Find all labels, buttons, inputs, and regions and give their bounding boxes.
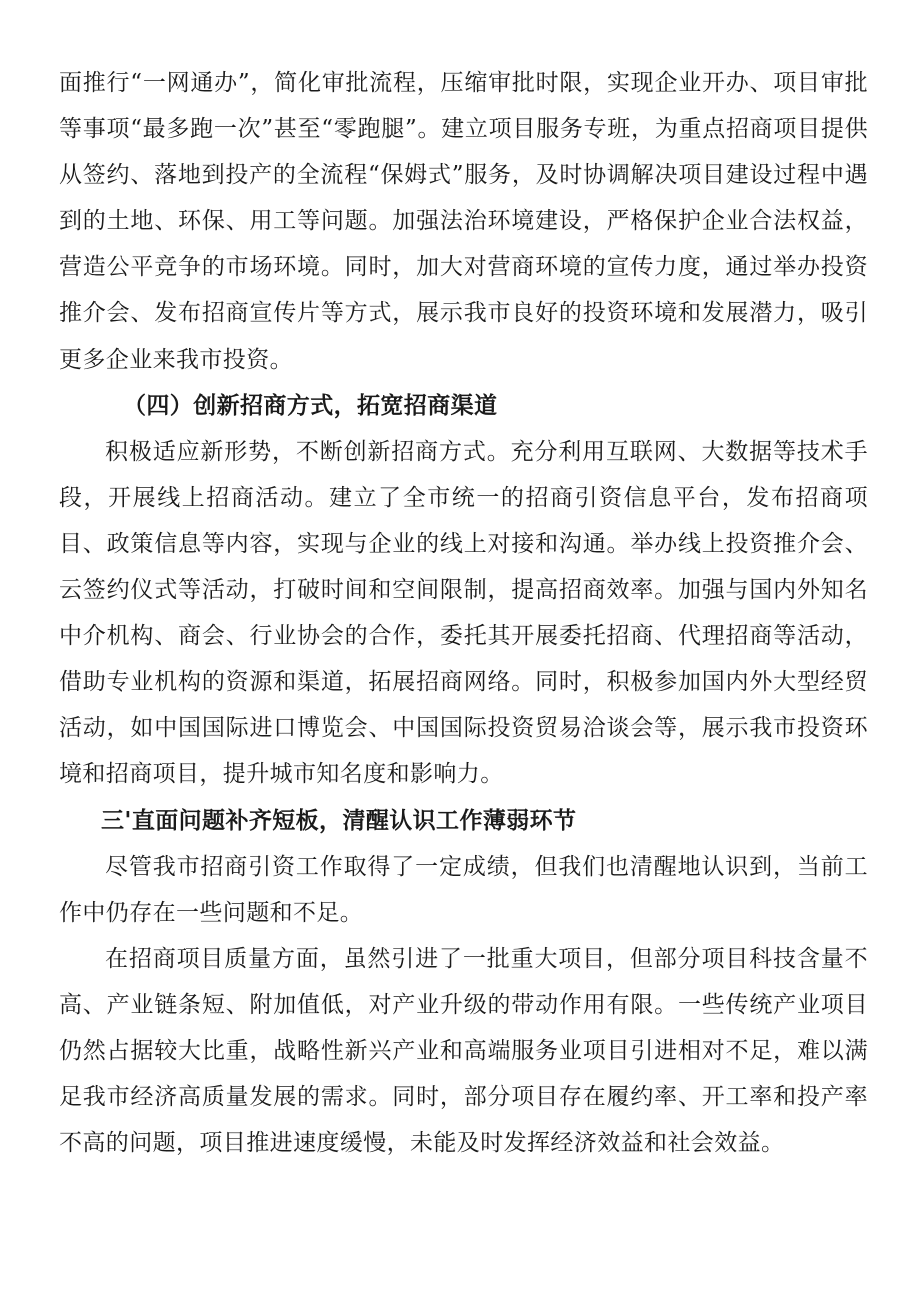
body-paragraph-project-quality: 在招商项目质量方面，虽然引进了一批重大项目，但部分项目科技含量不高、产业链条短、附加值低，对产业升级的带动作用有限。一些传统产业项目仍然占据较大比重，战略性新兴产业和高端服务业项目引进相对不足，难以满足我市经济高质量发展的需求。同时，部分项目存在履约率、开工率和投产率不高的问题，项目推进速度缓慢，未能及时发挥经济效益和社会效益。 <box>59 945 868 1157</box>
body-paragraph-continued: 面推行“一网通办”，简化审批流程，压缩审批时限，实现企业开办、项目审批等事项“最多跑一次”甚至“零跑腿”。建立项目服务专班，为重点招商项目提供从签约、落地到投产的全流程“保姆式”服务，及时协调解决项目建设过程中遇到的土地、环保、用工等问题。加强法治环境建设，严格保护企业合法权益，营造公平竞争的市场环境。同时，加大对营商环境的宣传力度，通过举办投资推介会、发布招商宣传片等方式，展示我市良好的投资环境和发展潜力，吸引更多企业来我市投资。 <box>59 70 868 373</box>
section-heading-4: （四）创新招商方式，拓宽招商渠道 <box>123 392 498 419</box>
body-paragraph-innovation: 积极适应新形势，不断创新招商方式。充分利用互联网、大数据等技术手段，开展线上招商活动。建立了全市统一的招商引资信息平台，发布招商项目、政策信息等内容，实现与企业的线上对接和沟通。举办线上投资推介会、云签约仪式等活动，打破时间和空间限制，提高招商效率。加强与国内外知名中介机构、商会、行业协会的合作，委托其开展委托招商、代理招商等活动，借助专业机构的资源和渠道，拓展招商网络。同时，积极参加国内外大型经贸活动，如中国国际进口博览会、中国国际投资贸易洽谈会等，展示我市投资环境和招商项目，提升城市知名度和影响力。 <box>59 438 868 788</box>
chapter-heading-3: 三'直面问题补齐短板，清醒认识工作薄弱环节 <box>101 807 577 834</box>
body-paragraph-problems-intro: 尽管我市招商引资工作取得了一定成绩，但我们也清醒地认识到，当前工作中仍存在一些问题和不足。 <box>59 853 868 926</box>
